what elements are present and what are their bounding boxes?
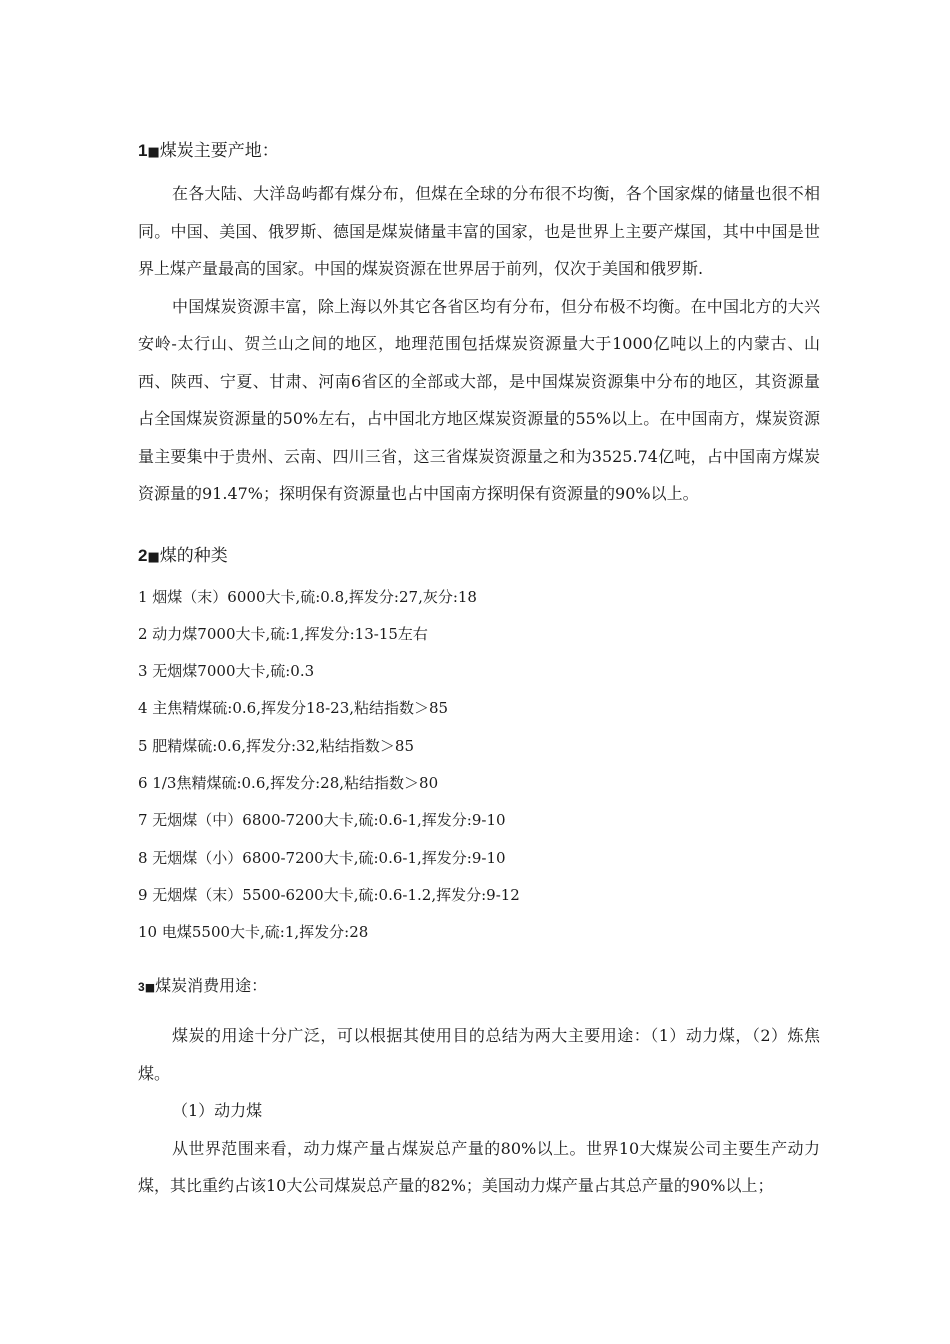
section-3-heading: [138, 973, 820, 1001]
section-3-subheading-1: （1）动力煤: [172, 1101, 263, 1121]
section-3-title: 煤炭消费用途：: [155, 976, 268, 996]
coal-type-item-3: 3 无烟煤7000大卡,硫:0.3: [138, 662, 315, 681]
coal-type-item-9: 9 无烟煤（末）5500-6200大卡,硫:0.6-1.2,挥发分:9-12: [138, 885, 520, 904]
section-1-title: 煤炭主要产地：: [159, 141, 279, 161]
coal-type-item-7: 7 无烟煤（中）6800-7200大卡,硫:0.6-1,挥发分:9-10: [138, 811, 506, 830]
section-1-number: 1: [138, 141, 148, 160]
coal-type-item-1: 1 烟煤（末）6000大卡,硫:0.8,挥发分:27,灰分:18: [138, 587, 477, 606]
section-1-heading: [138, 138, 820, 166]
coal-type-item-6: 6 1/3焦精煤硫:0.6,挥发分:28,粘结指数＞80: [138, 773, 439, 792]
section-1-paragraph-2: 中国煤炭资源丰富，除上海以外其它各省区均有分布，但分布极不均衡。在中国北方的大兴安岭-太行山、贺兰山之间的地区，地理范围包括煤炭资源量大于1000亿吨以上的内蒙古、山西、陕西、宁夏、甘肃、河南6省区的全部或大部，是中国煤炭资源集中分布的地区，其资源量占全国煤炭资源量的50%左右，占中国北方地区煤炭资源量的55%以上。在中国南方，煤炭资源量主要集中于贵州、云南、四川三省，这三省煤炭资源量之和为3525.74亿吨，占中国南方煤炭资源量的91.47%；探明保有资源量也占中国南方探明保有资源量的90%以上。: [138, 296, 820, 503]
coal-type-item-5: 5 肥精煤硫:0.6,挥发分:32,粘结指数＞85: [138, 736, 414, 755]
section-1-paragraph-1: 在各大陆、大洋岛屿都有煤分布，但煤在全球的分布很不均衡，各个国家煤的储量也很不相同。中国、美国、俄罗斯、德国是煤炭储量丰富的国家，也是世界上主要产煤国，其中中国是世界上煤产量最高的国家。中国的煤炭资源在世界居于前列，仅次于美国和俄罗斯.: [138, 184, 820, 278]
document-page: [138, 138, 820, 1205]
coal-type-item-4: 4 主焦精煤硫:0.6,挥发分18-23,粘结指数＞85: [138, 699, 449, 718]
section-3-marker: ■: [144, 981, 156, 995]
section-1-marker: ■: [147, 145, 160, 160]
section-2-heading: [138, 543, 820, 571]
coal-type-item-10: 10 电煤5500大卡,硫:1,挥发分:28: [138, 923, 369, 942]
section-2-marker: ■: [147, 549, 160, 565]
coal-type-item-8: 8 无烟煤（小）6800-7200大卡,硫:0.6-1,挥发分:9-10: [138, 848, 506, 867]
section-3-paragraph-2: 从世界范围来看，动力煤产量占煤炭总产量的80%以上。世界10大煤炭公司主要生产动力煤，其比重约占该10大公司煤炭总产量的82%；美国动力煤产量占其总产量的90%以上；: [138, 1138, 820, 1196]
section-2-number: 2: [138, 545, 148, 565]
section-3-paragraph-1: 煤炭的用途十分广泛，可以根据其使用目的总结为两大主要用途：（1）动力煤，（2）炼焦煤。: [138, 1026, 820, 1083]
coal-type-list: [138, 579, 820, 952]
section-3-number: 3: [138, 980, 145, 995]
coal-type-item-2: 2 动力煤7000大卡,硫:1,挥发分:13-15左右: [138, 624, 428, 643]
section-2-title: 煤的种类: [159, 545, 228, 566]
